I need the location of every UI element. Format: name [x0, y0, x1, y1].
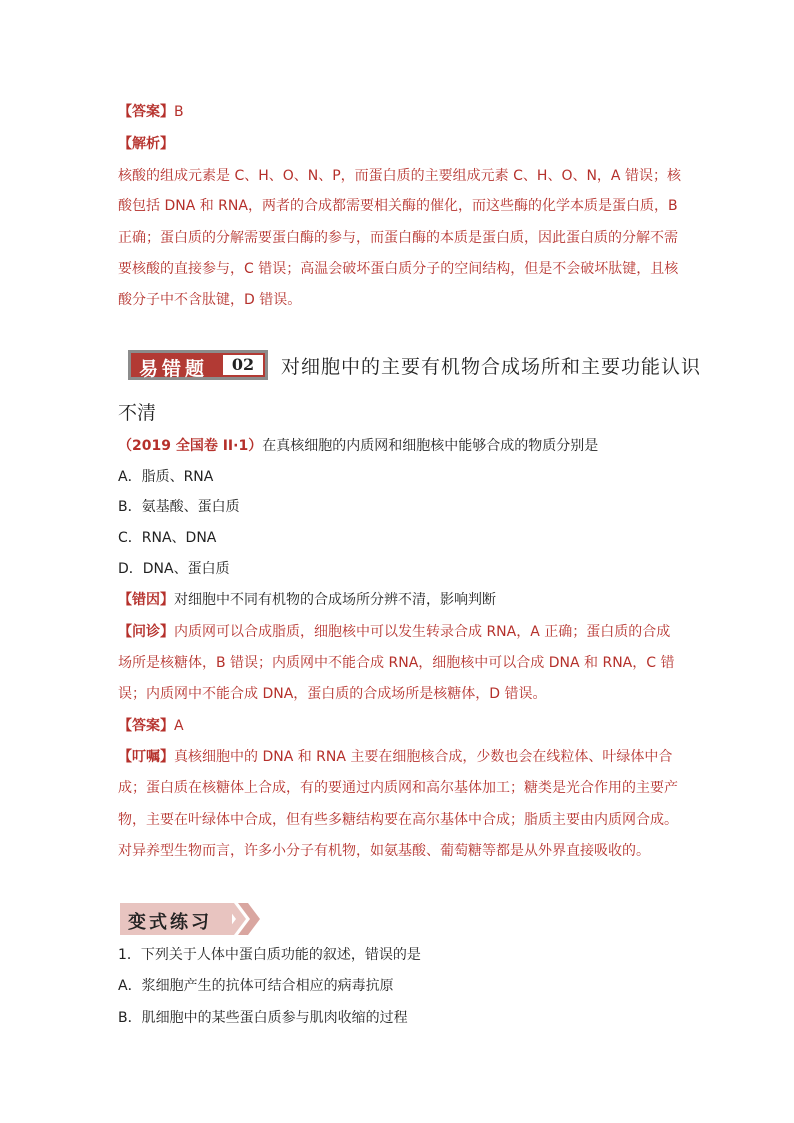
practice-question: 1．下列关于人体中蛋白质功能的叙述，错误的是 — [118, 947, 421, 963]
reminder-text: 真核细胞中的 DNA 和 RNA 主要在细胞核合成，少数也会在线粒体、叶绿体中合 — [174, 749, 673, 765]
section-title: 对细胞中的主要有机物合成场所和主要功能认识 — [281, 356, 702, 378]
answer-value: B — [174, 104, 184, 120]
option-a: A．脂质、RNA — [118, 469, 214, 485]
answer-line-2 — [118, 716, 184, 736]
analysis-line: 正确；蛋白质的分解需要蛋白酶的参与，而蛋白酶的本质是蛋白质，因此蛋白质的分解不需 — [118, 230, 678, 246]
option-c: C．RNA、DNA — [118, 530, 217, 546]
chevron-right-icon — [224, 903, 272, 935]
analysis-line: 要核酸的直接参与，C 错误；高温会破坏蛋白质分子的空间结构，但是不会破坏肽键，且核 — [118, 261, 679, 277]
practice-banner-label: 变式练习 — [128, 912, 212, 933]
answer-label: 【答案】 — [118, 718, 174, 734]
practice-banner — [120, 903, 270, 935]
cause-text: 对细胞中不同有机物的合成场所分辨不清，影响判断 — [174, 592, 496, 608]
analysis-line: 核酸的组成元素是 C、H、O、N、P，而蛋白质的主要组成元素 C、H、O、N，A 错误；核 — [118, 168, 681, 184]
answer-line-1 — [118, 102, 184, 122]
answer-label: 【答案】 — [118, 104, 174, 120]
section-banner-fill — [131, 353, 265, 380]
section-number: 02 — [223, 355, 263, 375]
reminder-line: 物，主要在叶绿体中合成，但有些多糖结构要在高尔基体中合成；脂质主要由内质网合成。 — [118, 812, 678, 828]
diagnosis-line: 误；内质网中不能合成 DNA，蛋白质的合成场所是核糖体，D 错误。 — [118, 686, 547, 702]
analysis-line: 酸包括 DNA 和 RNA，两者的合成都需要相关酶的催化，而这些酶的化学本质是蛋白质，B — [118, 198, 678, 214]
question-stem: 在真核细胞的内质网和细胞核中能够合成的物质分别是 — [262, 438, 599, 454]
diagnosis-text: 内质网可以合成脂质，细胞核中可以发生转录合成 RNA，A 正确；蛋白质的合成 — [174, 624, 671, 640]
reminder-line — [118, 747, 672, 767]
practice-option-b: B．肌细胞中的某些蛋白质参与肌肉收缩的过程 — [118, 1010, 408, 1026]
reminder-line: 对异养型生物而言，许多小分子有机物，如氨基酸、葡萄糖等都是从外界直接吸收的。 — [118, 843, 650, 859]
cause-line — [118, 590, 496, 610]
diagnosis-line: 场所是核糖体，B 错误；内质网中不能合成 RNA，细胞核中可以合成 DNA 和 RNA，C 错 — [118, 655, 675, 671]
question-source: （2019 全国卷 II·1） — [118, 438, 263, 454]
section-tag: 易错题 — [139, 358, 209, 380]
reminder-label: 【叮嘱】 — [118, 749, 174, 765]
diagnosis-line — [118, 622, 670, 642]
analysis-line: 酸分子中不含肽键，D 错误。 — [118, 292, 302, 308]
analysis-label: 【解析】 — [118, 136, 174, 152]
cause-label: 【错因】 — [118, 592, 174, 608]
diagnosis-label: 【问诊】 — [118, 624, 174, 640]
reminder-line: 成；蛋白质在核糖体上合成，有的要通过内质网和高尔基体加工；糖类是光合作用的主要产 — [118, 780, 678, 796]
section-banner — [128, 350, 268, 380]
option-b: B．氨基酸、蛋白质 — [118, 499, 240, 515]
section-title-continued: 不清 — [118, 402, 157, 424]
question-stem-line — [118, 436, 598, 456]
option-d: D．DNA、蛋白质 — [118, 561, 230, 577]
answer-value: A — [174, 718, 184, 734]
practice-option-a: A．浆细胞产生的抗体可结合相应的病毒抗原 — [118, 978, 394, 994]
